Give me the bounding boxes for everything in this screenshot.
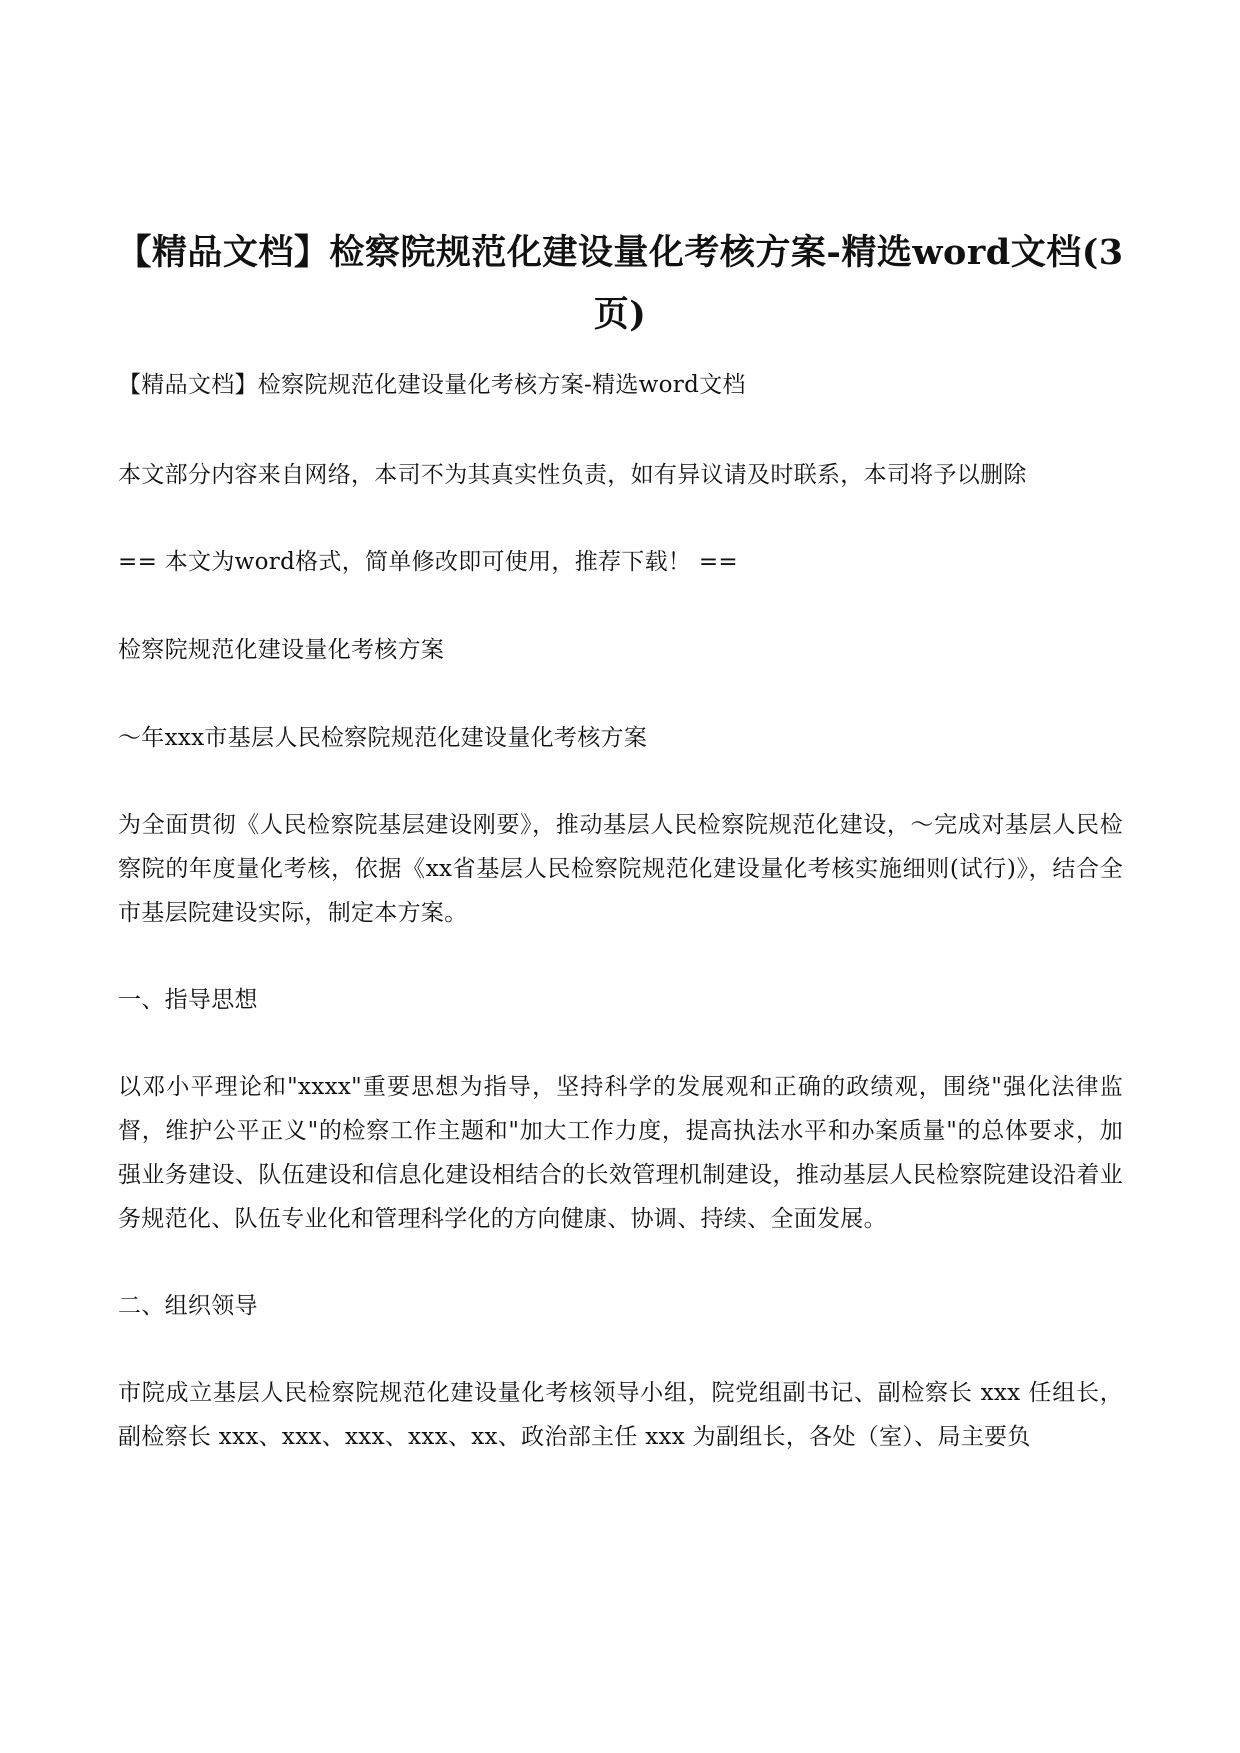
paragraph-subtitle: 检察院规范化建设量化考核方案 [118, 637, 445, 663]
document-title: 【精品文档】检察院规范化建设量化考核方案-精选word文档(3页) [116, 232, 1124, 335]
paragraph-organization: 市院成立基层人民检察院规范化建设量化考核领导小组，院党组副书记、副检察长 xxx 任组长，副检察长 xxx、xxx、xxx、xxx、xx、政治部主任 xxx 为副组长，各处（室）、局主要负 [118, 1380, 1123, 1450]
paragraph-header: 【精品文档】检察院规范化建设量化考核方案-精选word文档 [118, 372, 746, 398]
section-heading-guiding-thought: 一、指导思想 [118, 987, 258, 1013]
paragraph-intro: 为全面贯彻《人民检察院基层建设刚要》，推动基层人民检察院规范化建设，～完成对基层人民检察院的年度量化考核，依据《xx省基层人民检察院规范化建设量化考核实施细则(试行)》，结合全市基层院建设实际，制定本方案。 [118, 812, 1123, 926]
paragraph-guiding-thought: 以邓小平理论和"xxxx"重要思想为指导，坚持科学的发展观和正确的政绩观，围绕"强化法律监督，维护公平正义"的检察工作主题和"加大工作力度，提高执法水平和办案质量"的总体要求，加强业务建设、队伍建设和信息化建设相结合的长效管理机制建设，推动基层人民检察院建设沿着业务规范化、队伍专业化和管理科学化的方向健康、协调、持续、全面发展。 [118, 1074, 1123, 1232]
section-heading-organization: 二、组织领导 [118, 1293, 258, 1319]
paragraph-format-note: == 本文为word格式，简单修改即可使用，推荐下载！ == [118, 549, 738, 575]
paragraph-plan-title: ～年xxx市基层人民检察院规范化建设量化考核方案 [118, 725, 648, 751]
paragraph-disclaimer: 本文部分内容来自网络，本司不为其真实性负责，如有异议请及时联系，本司将予以删除 [118, 462, 1027, 488]
